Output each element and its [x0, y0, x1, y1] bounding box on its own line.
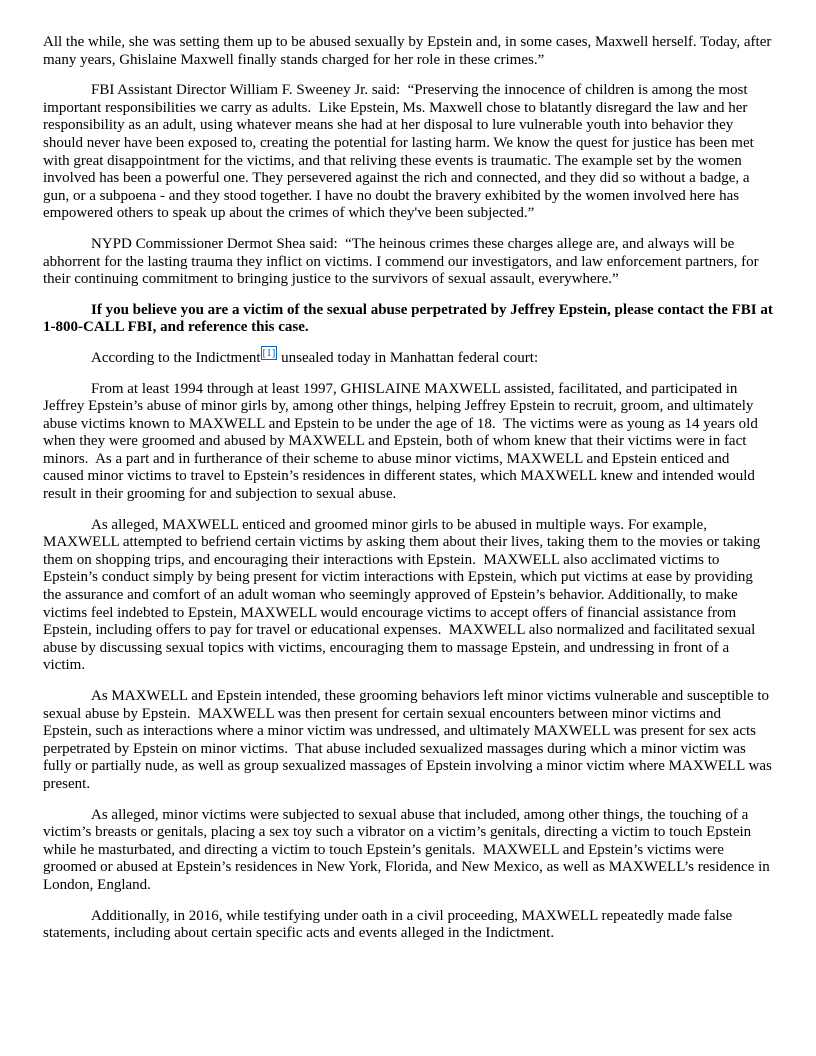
paragraph-fbi-statement: FBI Assistant Director William F. Sweeney Jr. said: “Preserving the innocence of children is among the most important responsibilities we carry as adults. Like Epstein, Ms. Maxwell chose to blatantly disregard the law and her responsibility as an adult, using whatever means she had at her disposal to lure vulnerable youth into behavior they should never have been exposed to, creating the potential for lasting harm. We know the quest for justice has been met with great disappointment for the victims, and that reliving these events is traumatic. The example set by the women involved has been a powerful one. They persevered against the rich and connected, and they did so without a badge, a gun, or a subpoena - and they stood together. I have no doubt the bravery exhibited by the women involved here has empowered others to speak up about the crimes of which they've been subjected.”: [43, 82, 758, 222]
paragraph-grooming-methods: As alleged, MAXWELL enticed and groomed minor girls to be abused in multiple ways. For example, MAXWELL attempted to befriend certain victims by asking them about their lives, taking them to the movies or taking them on shopping trips, and encouraging their interactions with Epstein. MAXWELL also acclimated victims to Epstein’s conduct simply by being present for victim interactions with Epstein, which put victims at ease by providing the assurance and comfort of an adult woman who seemingly approved of Epstein’s behavior. Additionally, to make victims feel indebted to Epstein, MAXWELL would encourage victims to accept offers of financial assistance from Epstein, including offers to pay for travel or educational expenses. MAXWELL also normalized and facilitated sexual abuse by discussing sexual topics with victims, encouraging them to massage Epstein, and undressing in front of a victim.: [43, 516, 764, 674]
footnote-reference-link[interactable]: [1]: [262, 346, 276, 359]
paragraph-false-statements: Additionally, in 2016, while testifying under oath in a civil proceeding, MAXWELL repeatedly made false statements, including about certain specific acts and events alleged in the Indictment.: [43, 907, 736, 942]
paragraph-continuation: All the while, she was setting them up to be abused sexually by Epstein and, in some cases, Maxwell herself. Today, after many years, Ghislaine Maxwell finally stands charged for her role in these crimes.”: [43, 34, 776, 68]
paragraph-indictment-intro: [43, 346, 773, 368]
paragraph-text-after-footnote: unsealed today in Manhattan federal court:: [277, 349, 539, 366]
paragraph-abuse-details: As alleged, minor victims were subjected to sexual abuse that included, among other things, the touching of a victim’s breasts or genitals, placing a sex toy such a vibrator on a victim’s genitals, directing a victim to touch Epstein while he masturbated, and directing a victim to touch Epstein’s genitals. MAXWELL and Epstein’s victims were groomed or abused at Epstein’s residences in New York, Florida, and New Mexico, as well as MAXWELL’s residence in London, England.: [43, 806, 774, 893]
paragraph-text-before-footnote: According to the Indictment: [91, 349, 261, 366]
paragraph-allegations-1994-1997: From at least 1994 through at least 1997, GHISLAINE MAXWELL assisted, facilitated, and participated in Jeffrey Epstein’s abuse of minor girls by, among other things, helping Jeffrey Epstein to recruit, groom, and ultimately abuse victims known to MAXWELL and Epstein to be under the age of 18. The victims were as young as 14 years old when they were groomed and abused by MAXWELL and Epstein, both of whom knew that their victims were in fact minors. As a part and in furtherance of their scheme to abuse minor victims, MAXWELL and Epstein enticed and caused minor victims to travel to Epstein’s residences in different states, which MAXWELL knew and intended would result in their grooming for and subjection to sexual abuse.: [43, 380, 762, 503]
paragraph-grooming-outcomes: As MAXWELL and Epstein intended, these grooming behaviors left minor victims vulnerable and susceptible to sexual abuse by Epstein. MAXWELL was then present for certain sexual encounters between minor victims and Epstein, such as interactions where a minor victim was undressed, and ultimately MAXWELL was present for sex acts perpetrated by Epstein on minor victims. That abuse included sexualized massages during which a minor victim was fully or partially nude, as well as group sexualized massages of Epstein involving a minor victim where MAXWELL was present.: [43, 688, 776, 792]
paragraph-victim-contact-notice: If you believe you are a victim of the sexual abuse perpetrated by Jeffrey Epstein, please contact the FBI at 1-800-CALL FBI, and reference this case.: [43, 301, 777, 336]
paragraph-nypd-statement: NYPD Commissioner Dermot Shea said: “The heinous crimes these charges allege are, and always will be abhorrent for the lasting trauma they inflict on victims. I commend our investigators, and law enforcement partners, for their continuing commitment to bringing justice to the survivors of sexual assault, everywhere.”: [43, 235, 763, 288]
